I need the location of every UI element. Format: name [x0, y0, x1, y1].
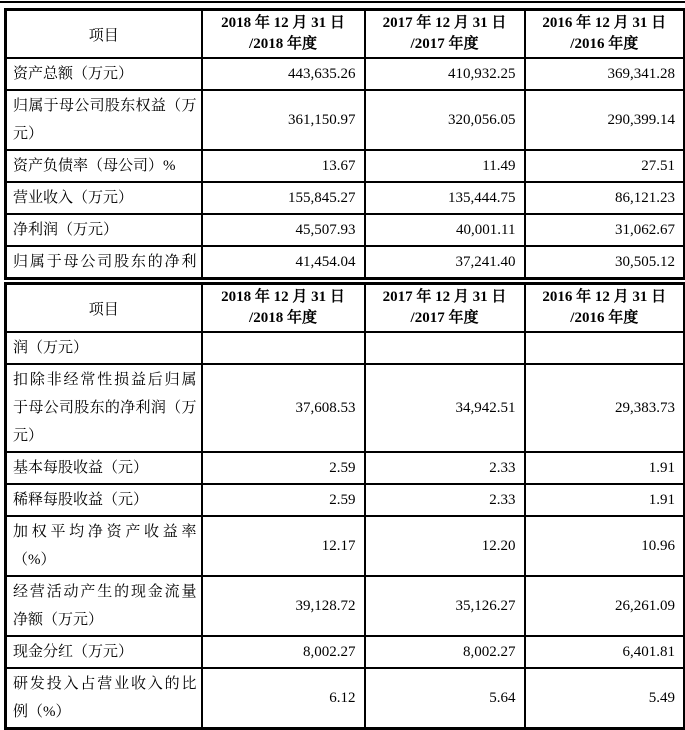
period-year-line: /2016 年度 — [570, 310, 639, 326]
row-label-cell — [6, 150, 202, 182]
period-date-line: 2017 年 12 月 31 日 — [382, 15, 507, 31]
row-label-cell — [6, 364, 202, 452]
value-cell: 443,635.26 — [202, 58, 365, 90]
value-cell: 37,608.53 — [202, 364, 365, 452]
period-year-line: /2016 年度 — [570, 36, 639, 52]
label-line: 例（%） — [13, 704, 71, 720]
value-cell — [365, 332, 525, 364]
value-cell: 5.64 — [365, 668, 525, 729]
value-cell: 40,001.11 — [365, 214, 525, 246]
table-row — [6, 484, 685, 516]
value-cell: 41,454.04 — [202, 246, 365, 279]
period-date-line: 2016 年 12 月 31 日 — [542, 289, 667, 305]
row-label-cell — [6, 452, 202, 484]
label-line: 经营活动产生的现金流量 — [13, 584, 197, 600]
table-row — [6, 246, 685, 279]
header-period-cell — [525, 284, 685, 333]
value-cell: 12.20 — [365, 516, 525, 576]
row-label-cell — [6, 246, 202, 279]
value-cell: 45,507.93 — [202, 214, 365, 246]
label-line: 归属于母公司股东权益（万 — [13, 98, 197, 114]
table-row — [6, 364, 685, 452]
period-date-line: 2018 年 12 月 31 日 — [221, 15, 345, 31]
value-cell: 5.49 — [525, 668, 685, 729]
period-year-line: /2018 年度 — [249, 310, 317, 326]
header-item-cell: 项目 — [6, 284, 202, 333]
label-line: 资产负债率（母公司）% — [13, 158, 176, 174]
value-cell: 12.17 — [202, 516, 365, 576]
header-item-cell: 项目 — [6, 10, 202, 59]
row-label-cell — [6, 484, 202, 516]
value-cell: 31,062.67 — [525, 214, 685, 246]
value-cell: 26,261.09 — [525, 576, 685, 636]
header-period-cell — [365, 10, 525, 59]
table-row — [6, 150, 685, 182]
financial-table-1 — [4, 8, 685, 280]
table-row — [6, 214, 685, 246]
row-label-cell — [6, 576, 202, 636]
value-cell: 361,150.97 — [202, 90, 365, 150]
value-cell: 1.91 — [525, 484, 685, 516]
top-rule-divider — [0, 1, 685, 3]
table-row — [6, 58, 685, 90]
value-cell: 10.96 — [525, 516, 685, 576]
header-period-cell — [365, 284, 525, 333]
value-cell: 2.33 — [365, 484, 525, 516]
header-period-cell — [202, 10, 365, 59]
header-row — [6, 10, 685, 59]
period-date-line: 2016 年 12 月 31 日 — [542, 15, 667, 31]
value-cell: 39,128.72 — [202, 576, 365, 636]
header-row — [6, 284, 685, 333]
label-line: 基本每股收益（元） — [13, 460, 149, 476]
label-line: 营业收入（万元） — [13, 190, 134, 206]
value-cell: 11.49 — [365, 150, 525, 182]
header-period-cell — [202, 284, 365, 333]
value-cell: 8,002.27 — [202, 636, 365, 668]
value-cell: 30,505.12 — [525, 246, 685, 279]
value-cell — [202, 332, 365, 364]
table-row — [6, 90, 685, 150]
value-cell: 369,341.28 — [525, 58, 685, 90]
value-cell: 8,002.27 — [365, 636, 525, 668]
value-cell: 2.59 — [202, 484, 365, 516]
row-label-cell — [6, 182, 202, 214]
row-label-cell — [6, 58, 202, 90]
label-line: 稀释每股收益（元） — [13, 492, 149, 508]
value-cell: 290,399.14 — [525, 90, 685, 150]
value-cell: 37,241.40 — [365, 246, 525, 279]
value-cell: 2.59 — [202, 452, 365, 484]
value-cell: 29,383.73 — [525, 364, 685, 452]
table-row — [6, 668, 685, 729]
row-label-cell — [6, 668, 202, 729]
value-cell: 6.12 — [202, 668, 365, 729]
value-cell: 6,401.81 — [525, 636, 685, 668]
label-line: 元） — [13, 126, 44, 142]
row-label-cell — [6, 214, 202, 246]
label-line: 元） — [13, 428, 44, 444]
value-cell: 34,942.51 — [365, 364, 525, 452]
value-cell: 86,121.23 — [525, 182, 685, 214]
label-line: 润（万元） — [13, 340, 89, 356]
label-line: 于母公司股东的净利润（万 — [13, 400, 197, 416]
label-line: 净额（万元） — [13, 612, 104, 628]
row-label-cell — [6, 516, 202, 576]
table-row — [6, 516, 685, 576]
label-line: 加权平均净资产收益率 — [13, 524, 197, 540]
label-line: 归属于母公司股东的净利 — [13, 254, 197, 270]
label-line: 扣除非经常性损益后归属 — [13, 372, 197, 388]
label-line: 现金分红（万元） — [13, 644, 134, 660]
value-cell: 320,056.05 — [365, 90, 525, 150]
row-label-cell — [6, 332, 202, 364]
table-row — [6, 636, 685, 668]
value-cell: 410,932.25 — [365, 58, 525, 90]
value-cell: 13.67 — [202, 150, 365, 182]
period-year-line: /2017 年度 — [410, 36, 479, 52]
value-cell — [525, 332, 685, 364]
table-row — [6, 452, 685, 484]
value-cell: 35,126.27 — [365, 576, 525, 636]
value-cell: 135,444.75 — [365, 182, 525, 214]
label-line: 净利润（万元） — [13, 222, 119, 238]
value-cell: 155,845.27 — [202, 182, 365, 214]
period-date-line: 2017 年 12 月 31 日 — [382, 289, 507, 305]
table-row — [6, 332, 685, 364]
value-cell: 2.33 — [365, 452, 525, 484]
value-cell: 1.91 — [525, 452, 685, 484]
financial-table-2 — [4, 282, 685, 730]
table-row — [6, 576, 685, 636]
value-cell: 27.51 — [525, 150, 685, 182]
header-period-cell — [525, 10, 685, 59]
label-line: 资产总额（万元） — [13, 66, 134, 82]
table-row — [6, 182, 685, 214]
label-line: 研发投入占营业收入的比 — [13, 676, 197, 692]
row-label-cell — [6, 90, 202, 150]
period-date-line: 2018 年 12 月 31 日 — [221, 289, 345, 305]
period-year-line: /2018 年度 — [249, 36, 317, 52]
period-year-line: /2017 年度 — [410, 310, 479, 326]
label-line: （%） — [13, 552, 56, 568]
document-page — [0, 1, 685, 730]
row-label-cell — [6, 636, 202, 668]
